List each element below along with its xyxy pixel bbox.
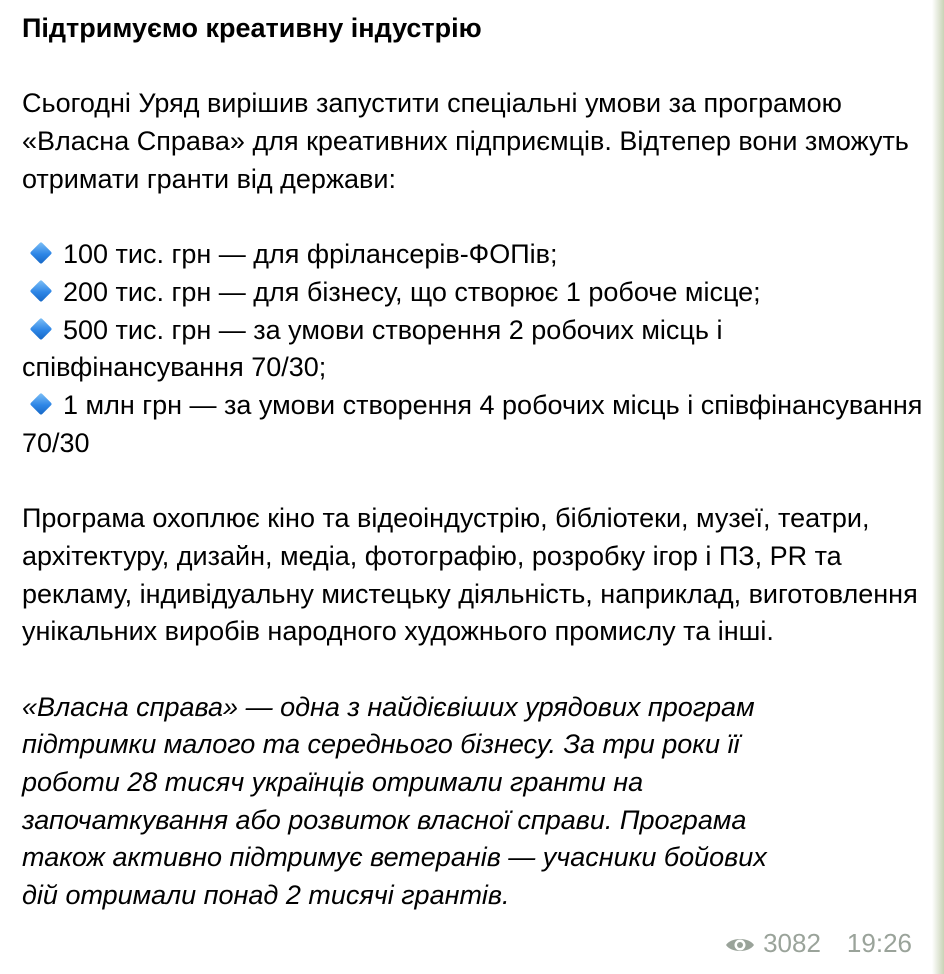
blue-diamond-icon <box>30 393 53 416</box>
blue-diamond-icon <box>30 317 53 340</box>
intro-paragraph: Сьогодні Уряд вирішив запустити спеціальні умови за програмою «Власна Справа» для креативних підприємців. Відтепер вони зможуть отримати гранти від держави: <box>22 88 909 194</box>
blue-diamond-icon <box>30 280 53 303</box>
list-item-text: 200 тис. грн — для бізнесу, що створює 1 робоче місце; <box>63 276 761 307</box>
list-item-text: 1 млн грн — за умови створення 4 робочих місць і співфінансування 70/30 <box>22 390 923 458</box>
view-count: 3082 <box>763 928 821 958</box>
list-item <box>22 236 927 274</box>
list-item <box>22 387 927 462</box>
list-item-text: 500 тис. грн — за умови створення 2 робочих місць і співфінансування 70/30; <box>22 314 723 383</box>
coverage-paragraph: Програма охоплює кіно та відеоіндустрію, бібліотеки, музеї, театри, архітектуру, дизайн, медіа, фотографію, розробку ігор і ПЗ, PR та рекламу, індивідуальну мистецьку діяльність, наприклад, виготовлення унікальних виробів народного художнього промислу та інші. <box>22 503 918 647</box>
message-title: Підтримуємо креативну індустрію <box>22 13 482 43</box>
closing-paragraph: «Власна справа» — одна з найдієвіших урядових програм підтримки малого та середнього бізнесу. За три роки її роботи 28 тисяч українців отримали гранти на започаткування або розвиток власної справи. Програма також активно підтримує ветеранів — учасники бойових дій отримали понад 2 тисячі грантів. <box>22 691 767 911</box>
list-item <box>22 312 927 387</box>
message-meta <box>725 928 912 961</box>
message-time: 19:26 <box>846 928 912 958</box>
list-item-text: 100 тис. грн — для фрілансерів-ФОПів; <box>63 239 558 270</box>
eye-icon <box>725 931 755 961</box>
message-text <box>22 10 927 915</box>
blue-diamond-icon <box>30 242 53 265</box>
list-item <box>22 274 927 312</box>
grant-list <box>22 236 927 462</box>
chat-background-edge <box>932 0 944 974</box>
